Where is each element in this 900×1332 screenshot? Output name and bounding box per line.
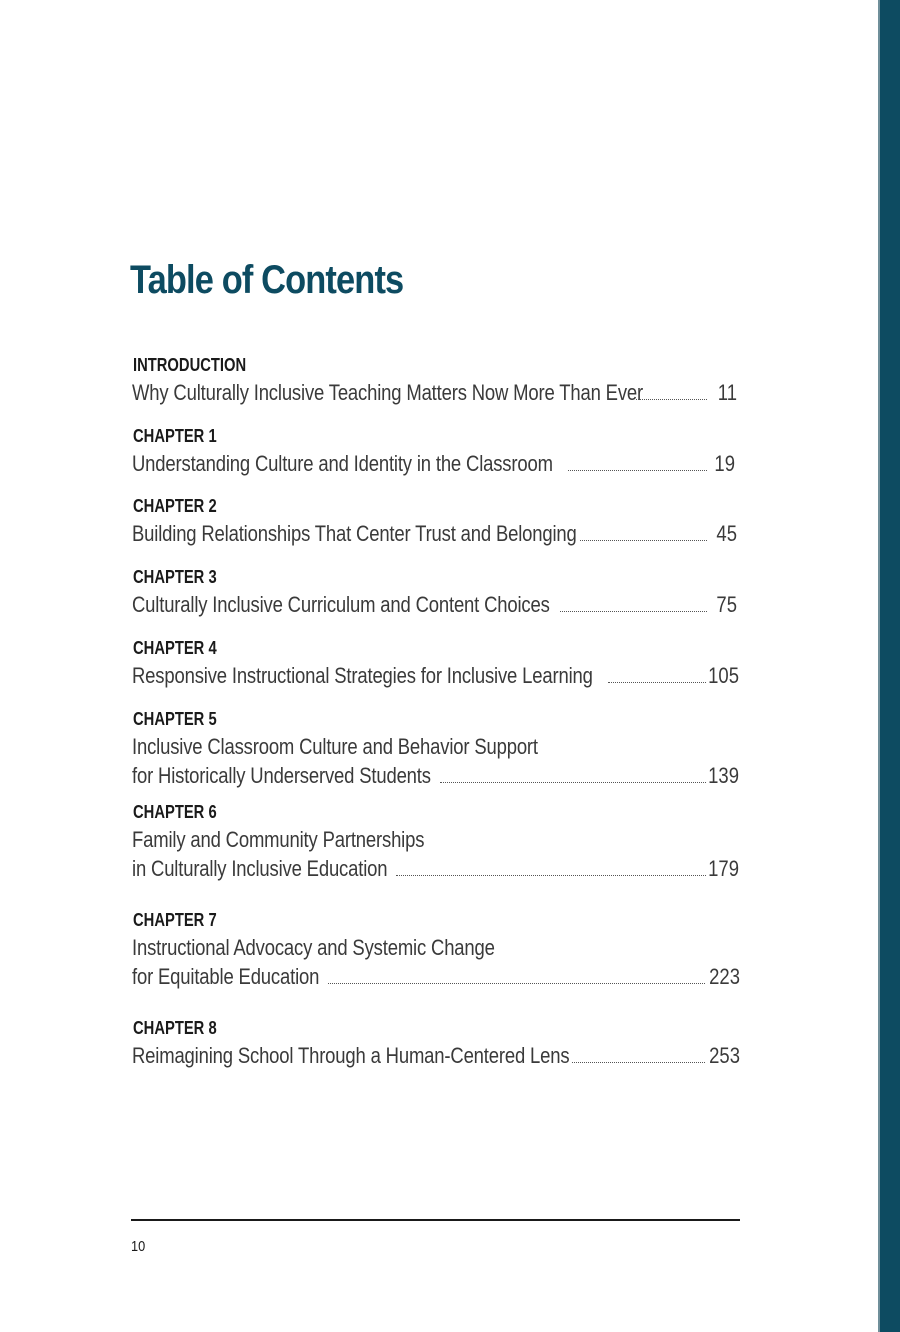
toc-entry-title: Why Culturally Inclusive Teaching Matters Now More Than Ever xyxy=(132,380,643,405)
toc-entry-title: Inclusive Classroom Culture and Behavior Support xyxy=(132,734,538,759)
toc-entry-page: 45 xyxy=(716,521,737,546)
toc-entry-title-cont: for Historically Underserved Students xyxy=(132,763,431,788)
dot-leader xyxy=(396,875,706,876)
toc-entry-label: CHAPTER 5 xyxy=(133,709,217,729)
toc-entry-page: 179 xyxy=(708,856,739,881)
toc-entry-page: 105 xyxy=(708,663,739,688)
dot-leader xyxy=(572,1062,705,1063)
toc-entry-page: 19 xyxy=(714,451,735,476)
toc-entry-label: CHAPTER 7 xyxy=(133,910,217,930)
toc-entry-page: 253 xyxy=(709,1043,740,1068)
dot-leader xyxy=(636,399,707,400)
toc-entry-title: Understanding Culture and Identity in the Classroom xyxy=(132,451,553,476)
toc-entry-label: CHAPTER 6 xyxy=(133,802,217,822)
toc-entry-label: CHAPTER 3 xyxy=(133,567,217,587)
toc-entry-page: 11 xyxy=(717,380,737,405)
toc-entry-page: 139 xyxy=(708,763,739,788)
toc-entry-label: CHAPTER 2 xyxy=(133,496,217,516)
toc-entry-title: Instructional Advocacy and Systemic Change xyxy=(132,935,495,960)
dot-leader xyxy=(328,983,705,984)
toc-entry-title: Building Relationships That Center Trust and Belonging xyxy=(132,521,577,546)
dot-leader xyxy=(560,611,707,612)
dot-leader xyxy=(608,682,706,683)
dot-leader xyxy=(580,540,707,541)
toc-entry-page: 223 xyxy=(709,964,740,989)
toc-entry-page: 75 xyxy=(716,592,737,617)
toc-entry-title: Family and Community Partnerships xyxy=(132,827,425,852)
toc-entry-label: INTRODUCTION xyxy=(133,355,247,375)
toc-entry-title-cont: in Culturally Inclusive Education xyxy=(132,856,388,881)
page-title: Table of Contents xyxy=(130,258,404,302)
toc-entry-label: CHAPTER 1 xyxy=(133,426,217,446)
footer-rule xyxy=(131,1219,740,1221)
toc-entry-label: CHAPTER 4 xyxy=(133,638,217,658)
toc-entry-title: Reimagining School Through a Human-Centered Lens xyxy=(132,1043,570,1068)
dot-leader xyxy=(440,782,706,783)
page-number: 10 xyxy=(131,1238,146,1255)
side-accent-bar xyxy=(880,0,900,1332)
toc-entry-title: Responsive Instructional Strategies for Inclusive Learning xyxy=(132,663,593,688)
toc-entry-title-cont: for Equitable Education xyxy=(132,964,320,989)
toc-entry-label: CHAPTER 8 xyxy=(133,1018,217,1038)
dot-leader xyxy=(568,470,707,471)
toc-entry-title: Culturally Inclusive Curriculum and Content Choices xyxy=(132,592,550,617)
